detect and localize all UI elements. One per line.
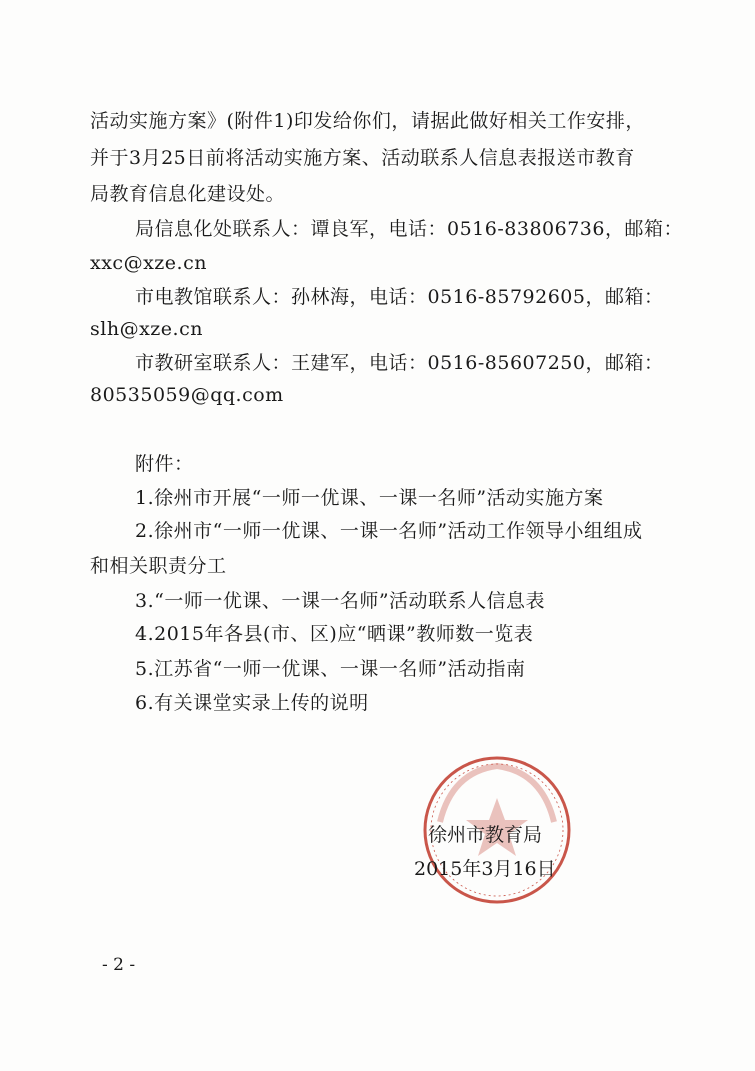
body-line: 活动实施方案》(附件1)印发给你们，请据此做好相关工作安排， <box>90 110 645 132</box>
attachment-item-continued: 和相关职责分工 <box>90 555 227 577</box>
contact-line: 市电教馆联系人：孙林海，电话：0516-85792605，邮箱： <box>135 286 664 308</box>
signature-date: 2015年3月16日 <box>414 858 556 880</box>
body-line: 并于3月25日前将活动实施方案、活动联系人信息表报送市教育 <box>90 147 635 169</box>
contact-email: 80535059@qq.com <box>90 384 284 406</box>
contact-line: 局信息化处联系人：谭良军，电话：0516-83806736，邮箱： <box>135 218 683 240</box>
page-number: - 2 - <box>102 955 136 975</box>
attachments-heading: 附件： <box>135 453 194 475</box>
attachment-item: 2.徐州市“一师一优课、一课一名师”活动工作领导小组组成 <box>135 520 643 542</box>
body-line: 局教育信息化建设处。 <box>90 183 286 205</box>
contact-email: xxc@xze.cn <box>90 252 207 274</box>
attachment-item: 1.徐州市开展“一师一优课、一课一名师”活动实施方案 <box>135 487 604 509</box>
attachment-item: 6.有关课堂实录上传的说明 <box>135 692 369 714</box>
contact-email: slh@xze.cn <box>90 318 203 340</box>
attachment-item: 3.“一师一优课、一课一名师”活动联系人信息表 <box>135 590 546 612</box>
contact-line: 市教研室联系人：王建军，电话：0516-85607250，邮箱： <box>135 352 664 374</box>
signature-org: 徐州市教育局 <box>428 824 543 846</box>
attachment-item: 5.江苏省“一师一优课、一课一名师”活动指南 <box>135 658 526 680</box>
attachment-item: 4.2015年各县(市、区)应“晒课”教师数一览表 <box>135 623 534 645</box>
